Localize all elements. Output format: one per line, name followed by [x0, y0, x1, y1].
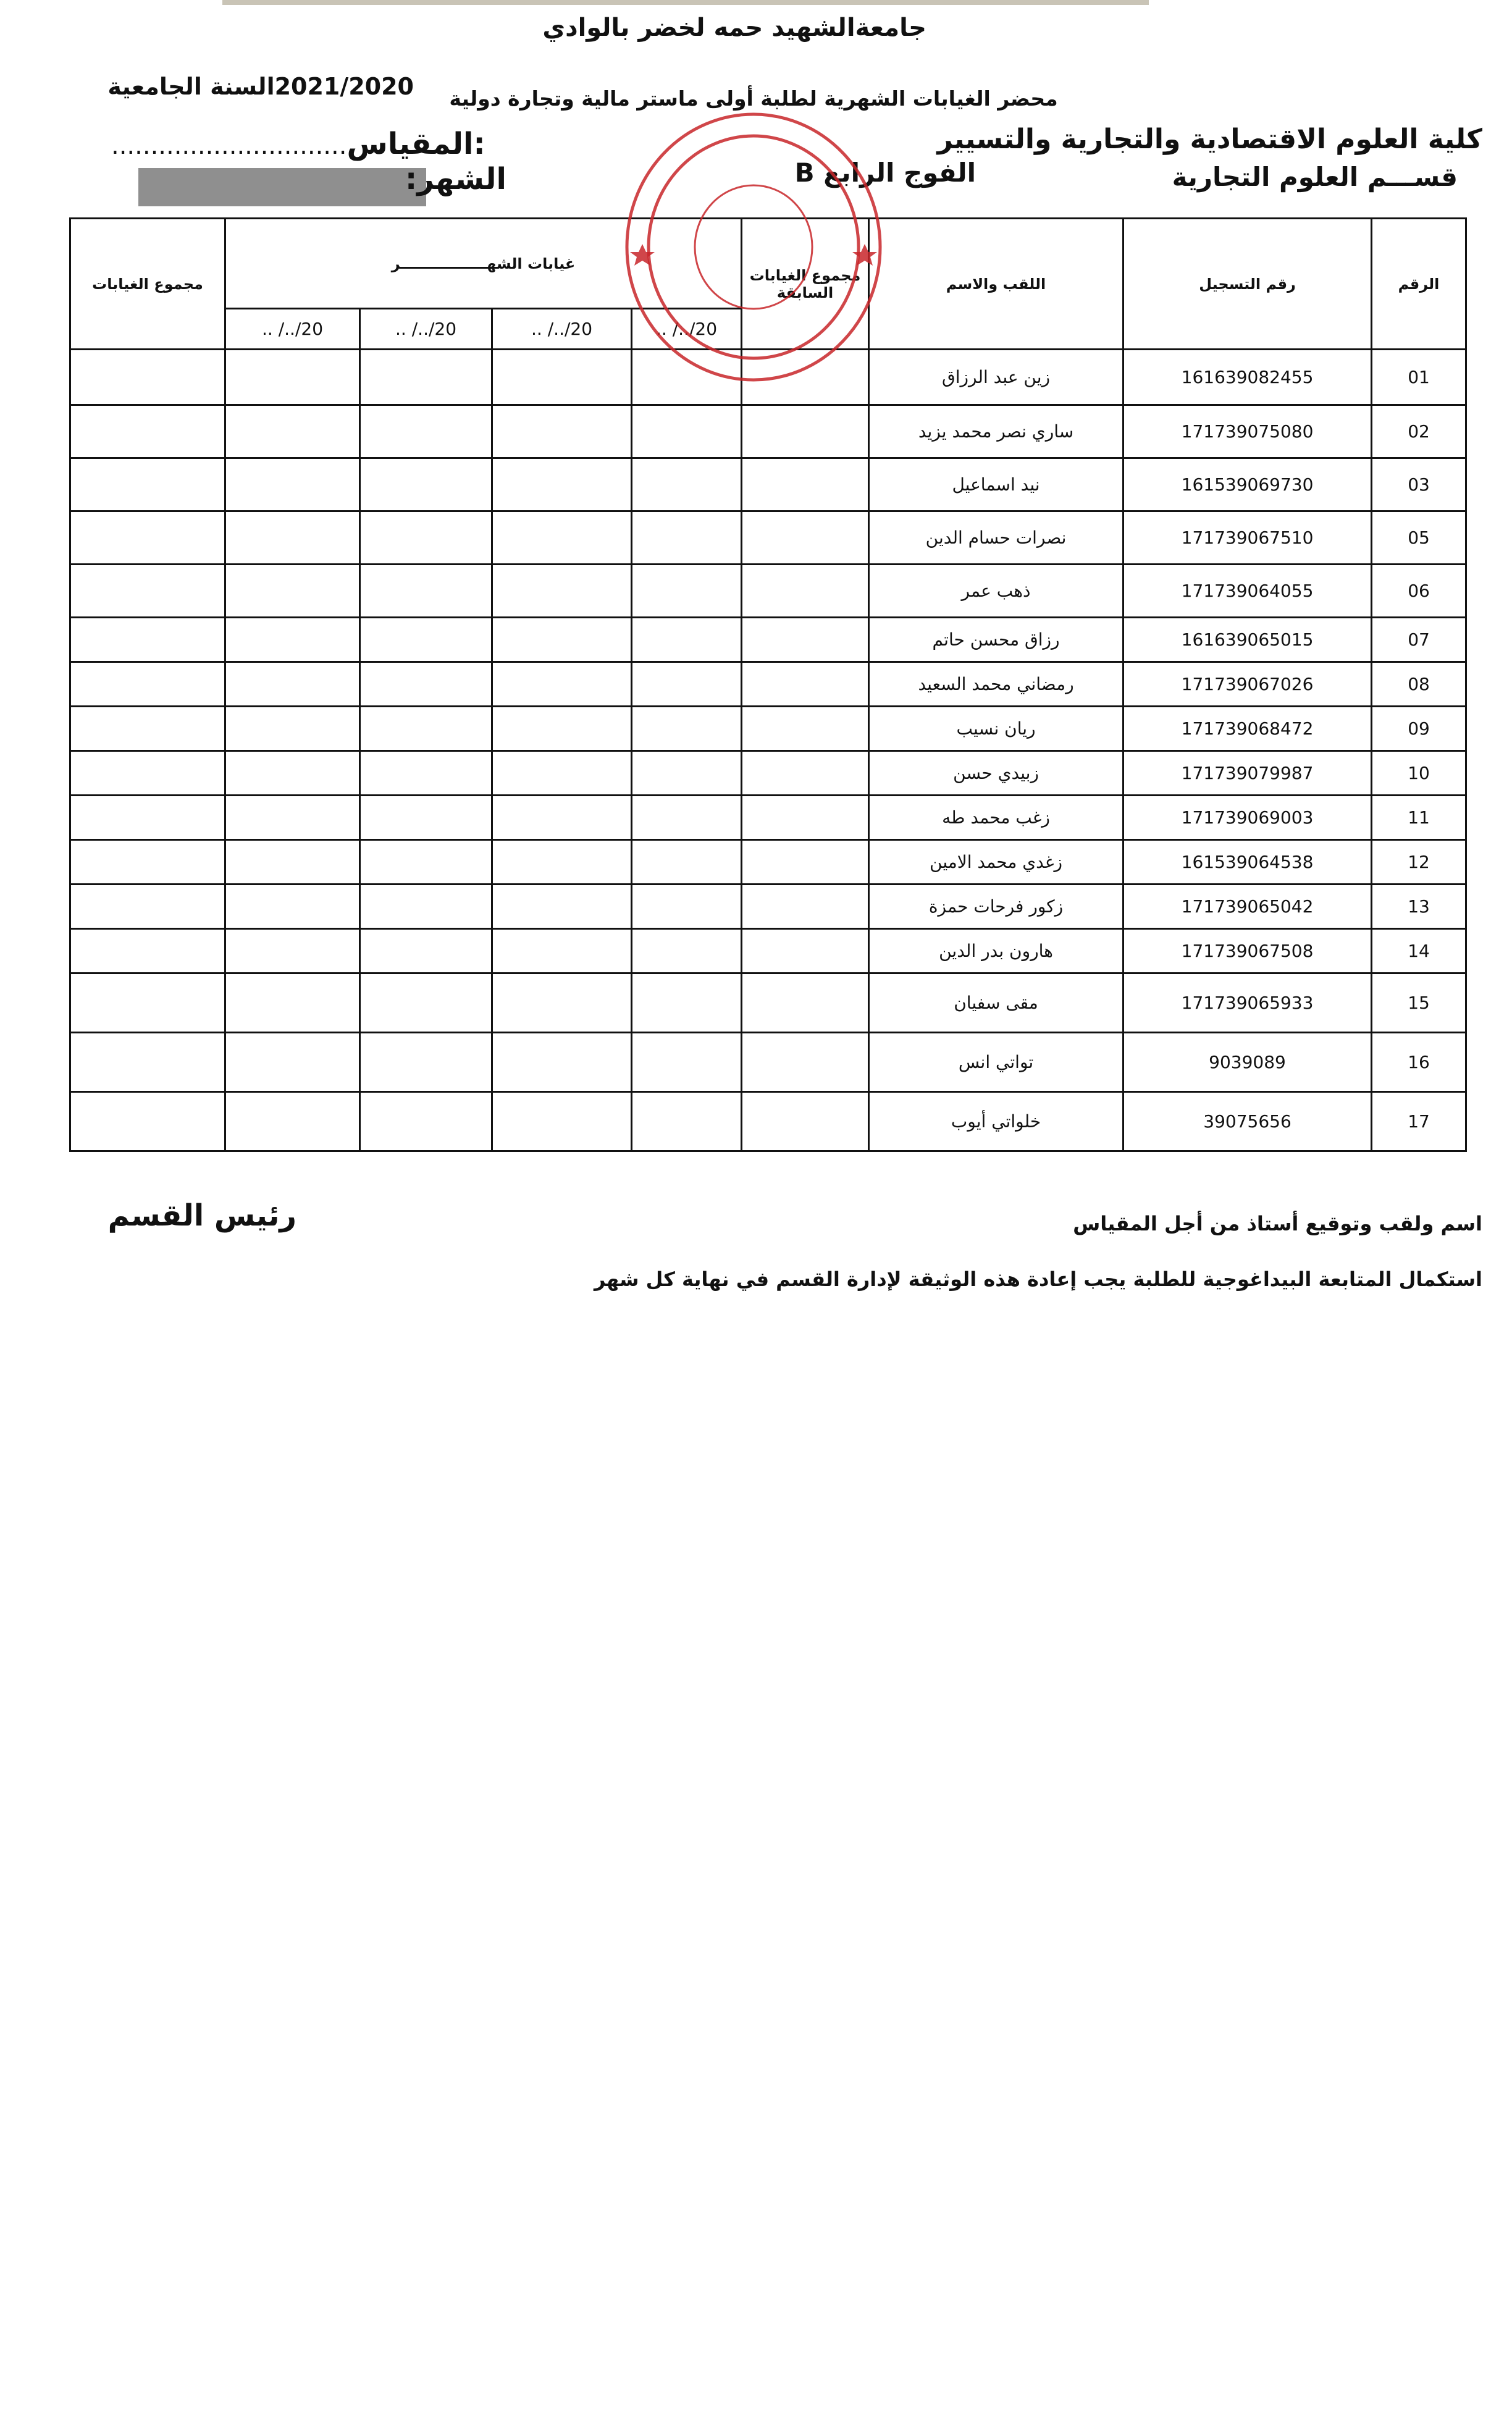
col-prev-total-header: مجموع الغيابات السابقة [742, 219, 869, 350]
row-number: 15 [1372, 973, 1466, 1033]
absence-cell [632, 885, 742, 929]
date-column-2: .. /../20 [492, 309, 632, 350]
prev-total-cell [742, 662, 869, 707]
student-name: نيد اسماعيل [869, 458, 1124, 511]
absence-cell [492, 1033, 632, 1092]
total-cell [70, 1092, 225, 1151]
university-name: جامعةالشهيد حمه لخضر بالوادي [542, 14, 926, 42]
date-column-3: .. /../20 [360, 309, 492, 350]
absence-cell [360, 405, 492, 458]
absence-cell [632, 405, 742, 458]
prev-total-cell [742, 840, 869, 885]
student-name: زغدي محمد الامين [869, 840, 1124, 885]
prev-total-cell [742, 350, 869, 405]
row-number: 11 [1372, 796, 1466, 840]
prev-total-cell [742, 1092, 869, 1151]
student-name: رمضاني محمد السعيد [869, 662, 1124, 707]
absence-cell [492, 929, 632, 973]
prev-total-cell [742, 929, 869, 973]
prev-total-cell [742, 796, 869, 840]
absence-cell [360, 796, 492, 840]
absence-cell [632, 796, 742, 840]
absence-cell [492, 618, 632, 662]
head-of-department-label: رئيس القسم [107, 1198, 296, 1233]
group-field [791, 158, 976, 188]
absence-cell [360, 751, 492, 796]
absence-cell [360, 511, 492, 565]
academic-year-label: السنة الجامعية [107, 73, 275, 100]
table-row [70, 1033, 1466, 1092]
absence-cell [632, 618, 742, 662]
registration-number: 171739075080 [1124, 405, 1372, 458]
absence-cell [492, 405, 632, 458]
prev-total-cell [742, 1033, 869, 1092]
table-row [70, 929, 1466, 973]
total-cell [70, 618, 225, 662]
department-name: قســـم العلوم التجارية [1172, 162, 1458, 192]
total-cell [70, 885, 225, 929]
absence-cell [360, 885, 492, 929]
absence-cell [225, 458, 360, 511]
absence-cell [492, 885, 632, 929]
absence-cell [492, 511, 632, 565]
total-cell [70, 565, 225, 618]
registration-number: 171739064055 [1124, 565, 1372, 618]
absence-cell [225, 1033, 360, 1092]
student-name: خلواتي أيوب [869, 1092, 1124, 1151]
absence-cell [632, 929, 742, 973]
total-cell [70, 405, 225, 458]
absence-cell [225, 885, 360, 929]
total-cell [70, 350, 225, 405]
absence-cell [225, 929, 360, 973]
prev-total-cell [742, 458, 869, 511]
student-name: زين عبد الرزاق [869, 350, 1124, 405]
absence-cell [492, 973, 632, 1033]
absence-cell [225, 1092, 360, 1151]
absence-cell [225, 707, 360, 751]
group-label: الفوج الرابع [823, 158, 976, 188]
absence-cell [492, 707, 632, 751]
absence-cell [632, 1033, 742, 1092]
table-row [70, 662, 1466, 707]
table-row [70, 1092, 1466, 1151]
date-column-1: .. /../20 [632, 309, 742, 350]
absence-cell [225, 618, 360, 662]
absence-cell [225, 796, 360, 840]
module-label: المقياس: [346, 127, 485, 161]
scan-top-edge [222, 0, 1149, 5]
row-number: 16 [1372, 1033, 1466, 1092]
registration-number: 161539064538 [1124, 840, 1372, 885]
absence-cell [360, 662, 492, 707]
row-number: 08 [1372, 662, 1466, 707]
absence-cell [225, 565, 360, 618]
table-row [70, 751, 1466, 796]
absence-cell [360, 1092, 492, 1151]
student-name: مقى سفيان [869, 973, 1124, 1033]
row-number: 13 [1372, 885, 1466, 929]
absence-cell [360, 929, 492, 973]
absence-cell [492, 565, 632, 618]
prev-total-cell [742, 751, 869, 796]
absence-cell [360, 565, 492, 618]
prev-total-cell [742, 885, 869, 929]
total-cell [70, 458, 225, 511]
table-row [70, 707, 1466, 751]
student-name: ذهب عمر [869, 565, 1124, 618]
absence-cell [225, 662, 360, 707]
total-cell [70, 751, 225, 796]
prev-total-cell [742, 707, 869, 751]
prev-total-cell [742, 405, 869, 458]
registration-number: 9039089 [1124, 1033, 1372, 1092]
row-number: 12 [1372, 840, 1466, 885]
row-number: 05 [1372, 511, 1466, 565]
academic-year-value: 2021/2020 [274, 73, 414, 100]
prev-total-cell [742, 618, 869, 662]
row-number: 02 [1372, 405, 1466, 458]
absence-cell [632, 751, 742, 796]
absence-cell [360, 618, 492, 662]
month-redacted-box [138, 168, 426, 206]
table-row [70, 350, 1466, 405]
registration-number: 39075656 [1124, 1092, 1372, 1151]
col-name-header: اللقب والاسم [869, 219, 1124, 350]
academic-year [99, 73, 414, 100]
total-cell [70, 973, 225, 1033]
absence-cell [360, 458, 492, 511]
student-name: ريان نسيب [869, 707, 1124, 751]
absence-cell [632, 707, 742, 751]
col-month-absences-header: غيابات الشهـــــــــــــــــر [225, 219, 742, 309]
absence-cell [225, 511, 360, 565]
registration-number: 171739065933 [1124, 973, 1372, 1033]
row-number: 14 [1372, 929, 1466, 973]
absence-cell [632, 350, 742, 405]
total-cell [70, 511, 225, 565]
row-number: 10 [1372, 751, 1466, 796]
table-row [70, 618, 1466, 662]
prev-total-cell [742, 511, 869, 565]
row-number: 09 [1372, 707, 1466, 751]
col-registration-header: رقم التسجيل [1124, 219, 1372, 350]
absence-cell [632, 565, 742, 618]
student-name: زبيدي حسن [869, 751, 1124, 796]
total-cell [70, 796, 225, 840]
absence-cell [492, 458, 632, 511]
absence-cell [632, 662, 742, 707]
month-label: الشهر: [405, 162, 506, 196]
student-name: هارون بدر الدين [869, 929, 1124, 973]
absence-cell [632, 511, 742, 565]
student-name: نصرات حسام الدين [869, 511, 1124, 565]
teacher-signature-label: اسم ولقب وتوقيع أستاذ من أجل المقياس [1073, 1212, 1482, 1235]
absence-cell [492, 350, 632, 405]
table-row [70, 885, 1466, 929]
row-number: 17 [1372, 1092, 1466, 1151]
absence-cell [360, 1033, 492, 1092]
registration-number: 171739065042 [1124, 885, 1372, 929]
registration-number: 161639065015 [1124, 618, 1372, 662]
return-note: استكمال المتابعة البيداغوجية للطلبة يجب إعادة هذه الوثيقة لإدارة القسم في نهاية كل شهر [594, 1268, 1482, 1291]
row-number: 03 [1372, 458, 1466, 511]
row-number: 07 [1372, 618, 1466, 662]
absence-cell [225, 751, 360, 796]
table-row [70, 405, 1466, 458]
table-row [70, 840, 1466, 885]
group-letter: B [794, 158, 815, 188]
absence-cell [225, 350, 360, 405]
col-number-header: الرقم [1372, 219, 1466, 350]
absence-cell [360, 707, 492, 751]
total-cell [70, 662, 225, 707]
student-name: تواتي انس [869, 1033, 1124, 1092]
absence-cell [492, 1092, 632, 1151]
row-number: 06 [1372, 565, 1466, 618]
total-cell [70, 707, 225, 751]
module-field [111, 127, 519, 161]
absence-cell [360, 350, 492, 405]
registration-number: 171739067026 [1124, 662, 1372, 707]
registration-number: 161639082455 [1124, 350, 1372, 405]
absence-cell [492, 751, 632, 796]
absence-cell [225, 405, 360, 458]
total-cell [70, 929, 225, 973]
module-dots: .............................. [111, 132, 347, 160]
absence-cell [360, 973, 492, 1033]
report-title: محضر الغيابات الشهرية لطلبة أولى ماستر مالية وتجارة دولية [449, 86, 1058, 111]
table-row [70, 973, 1466, 1033]
absence-cell [632, 973, 742, 1033]
student-name: زكور فرحات حمزة [869, 885, 1124, 929]
registration-number: 171739069003 [1124, 796, 1372, 840]
student-name: رزاق محسن حاتم [869, 618, 1124, 662]
table-row [70, 796, 1466, 840]
attendance-table [69, 217, 1467, 1152]
absence-cell [492, 662, 632, 707]
absence-cell [632, 458, 742, 511]
absence-cell [492, 840, 632, 885]
prev-total-cell [742, 973, 869, 1033]
registration-number: 171739067510 [1124, 511, 1372, 565]
table-row [70, 458, 1466, 511]
col-total-header: مجموع الغيابات [70, 219, 225, 350]
registration-number: 161539069730 [1124, 458, 1372, 511]
absence-cell [632, 1092, 742, 1151]
total-cell [70, 1033, 225, 1092]
absence-cell [360, 840, 492, 885]
row-number: 01 [1372, 350, 1466, 405]
absence-cell [225, 973, 360, 1033]
absence-cell [225, 840, 360, 885]
table-row [70, 511, 1466, 565]
absence-cell [492, 796, 632, 840]
registration-number: 171739067508 [1124, 929, 1372, 973]
registration-number: 171739079987 [1124, 751, 1372, 796]
student-name: ساري نصر محمد يزيد [869, 405, 1124, 458]
prev-total-cell [742, 565, 869, 618]
table-row [70, 565, 1466, 618]
date-column-4: .. /../20 [225, 309, 360, 350]
total-cell [70, 840, 225, 885]
registration-number: 171739068472 [1124, 707, 1372, 751]
faculty-name: كلية العلوم الاقتصادية والتجارية والتسيير [937, 124, 1482, 155]
absence-cell [632, 840, 742, 885]
student-name: زغب محمد طه [869, 796, 1124, 840]
